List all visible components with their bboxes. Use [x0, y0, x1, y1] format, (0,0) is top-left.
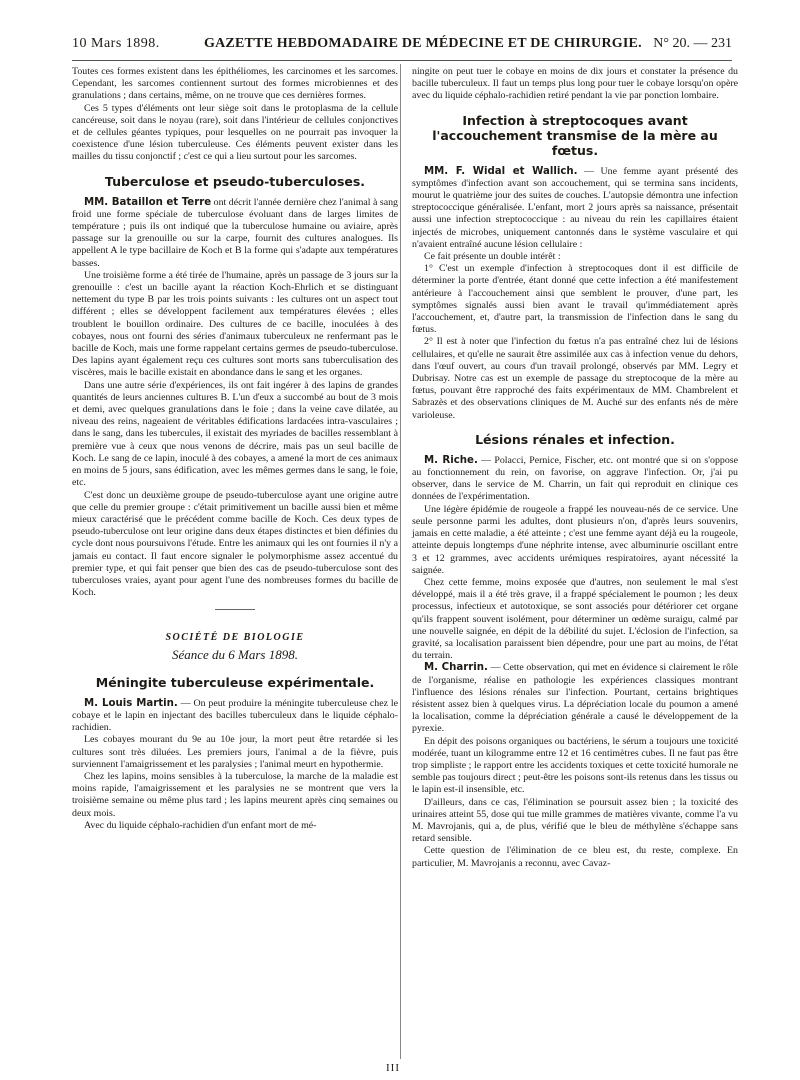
- author-name: MM. Bataillon et Terre: [84, 196, 212, 208]
- paragraph: C'est donc un deuxième groupe de pseudo-tuberculose ayant une origine autre que celle du premier groupe : c'était primitivement un bacille aussi bien et même mieux caractérisé que le précédent comme bacille de Koch. Ces deux types de pseudo-tuberculose ont leur origine dans deux étapes distinctes et bien définies du cycle dont nous poursuivons l'étude. Entre les animaux qui les ont fournies il n'y a jamais eu contact. Il faut encore signaler le polymorphisme assez accentué du premier type, et qui fait penser que bien des cas de pseudo-tuberculose sont des tuberculoses vraies, ayant pour agent l'une des nombreuses formes du bacille de Koch.: [72, 489, 398, 599]
- society-heading: SOCIÉTÉ DE BIOLOGIE: [165, 632, 305, 644]
- paragraph: Toutes ces formes existent dans les épithéliomes, les carcinomes et les sarcomes. Cependant, les sarcomes contiennent surtout des formes microbiennes et des granulations ; dans certains, même, on ne trouve que ces dernières formes.: [72, 66, 398, 102]
- section-heading-infection: Infection à streptocoques avant l'accouchement transmise de la mère au fœtus.: [432, 112, 718, 158]
- left-column: [72, 66, 398, 832]
- header-issue-page: N° 20. — 231: [653, 36, 732, 51]
- author-name: M. Riche.: [424, 454, 478, 466]
- header-rule: [72, 60, 732, 61]
- paragraph: Chez cette femme, moins exposée que d'autres, non seulement le mal s'est développé, mais il a été très grave, il a frappé spécialement le poumon ; les deux processus, infectieux et autotoxique, se sont associés pour détériorer cet organe qu'ils frappent souvent isolément, pour déterminer un œdème suraigu, calmé par une nouvelle saignée, en dépit de la débilité du sujet. L'éclosion de l'infection, sa gravité, sa localisation paraissent bien dépendre, pour une part au moins, de l'état du terrain.: [412, 576, 738, 662]
- paragraph: 1° C'est un exemple d'infection à streptocoques dont il est difficile de déterminer la porte d'entrée, étant donné que cette infection a été manifestement antérieure à l'accouchement ainsi que semblent le prouver, d'une part, les symptômes signalés aussi bien avant le travail qu'immédiatement après l'accouchement, et, d'autre part, la transmission de l'infection dans le sang du fœtus.: [412, 263, 738, 336]
- paragraph: 2° Il est à noter que l'infection du fœtus n'a pas entraîné chez lui de lésions cellulaires, et qu'elle ne saurait être assimilée aux cas à infection venue du dehors, dans l'œuf ouvert, au cours d'un travail prolongé, observés par MM. Legry et Dubrisay. Notre cas est un exemple de passage du streptocoque de la mère au fœtus, pouvant être rapproché des faits expérimentaux de MM. Chambrelent et Sabrazès et des observations cliniques de M. Auché sur des enfants nés de mère varioleuse.: [412, 336, 738, 421]
- running-header: [72, 36, 732, 56]
- paragraph: Une troisième forme a été tirée de l'humaine, après un passage de 3 jours sur la grenouille : c'est un bacille ayant la réaction Koch-Ehrlich et se distinguant nettement du type B par les trois points suivants : les cultures ont un aspect tout différent ; elles se développent facilement aux températures élevées ; elles troublent le bouillon ordinaire. Des cultures de ce bacille, inoculées à des cobayes, nous ont fourni des séries d'animaux tuberculeux ne renfermant pas le bacille de Koch, mais une forme rappelant certains germes de pseudo-tuberculose. Des lapins ayant également reçu ces cultures sont morts sans tuberculisation des viscères, mais le bacille existait en abondance dans le sang et les organes.: [72, 269, 398, 379]
- paragraph: Les cobayes mourant du 9e au 10e jour, la mort peut être retardée si les cultures sont très diluées. Les premiers jours, l'animal a de la fièvre, puis surviennent l'amaigrissement et les paralysies ; l'animal meurt en hypothermie.: [72, 734, 398, 770]
- paragraph: Avec du liquide céphalo-rachidien d'un enfant mort de mé-: [84, 819, 317, 831]
- author-name: MM. F. Widal et Wallich.: [424, 165, 578, 177]
- column-divider: [400, 64, 401, 1059]
- paragraph: ningite on peut tuer le cobaye en moins de dix jours et constater la présence du bacille tuberculeux. Il faut un temps plus long pour tuer le cobaye lorsqu'on opère avec du liquide céphalo-rachidien retiré pendant la vie par ponction lombaire.: [412, 66, 738, 102]
- header-journal-title: GAZETTE HEBDOMADAIRE DE MÉDECINE ET DE CHIRURGIE.: [204, 36, 642, 51]
- paragraph: MM. Bataillon et Terre ont décrit l'année dernière chez l'animal à sang froid une forme spéciale de tuberculose évoluant dans de larges limites de température ; puis ils ont indiqué que la tuberculose humaine ou aviaire, après passage sur la grenouille ou sur la carpe, fournit des cultures analogues. Ils appellent A le type bacillaire de Koch et B la forme qui s'adapte aux températures basses.: [72, 196, 398, 269]
- right-column: [412, 66, 738, 870]
- seance-date: Séance du 6 Mars 1898.: [171, 646, 298, 662]
- section-heading-tuberculose: Tuberculose et pseudo-tuberculoses.: [104, 173, 366, 189]
- paragraph: Une légère épidémie de rougeole a frappé les nouveau-nés de ce service. Une seule personne parmi les adultes, dont plusieurs n'on, d'après leurs souvenirs, jamais en cette maladie, a été atteinte ; c'est une femme ayant déjà eu la rougeole, atteinte depuis longtemps d'une néphrite intense, avec albuminurie oscillant entre 3 et 12 grammes, avec accidents urémiques respiratoires, ayant nécessité la saignée.: [412, 503, 738, 576]
- paragraph: MM. F. Widal et Wallich. — Une femme ayant présenté des symptômes d'infection avant son accouchement, qui se termina sans incidents, mourut le quatrième jour des suites de couches. L'autopsie démontra une infection streptococcique généralisée. L'enfant, mort 2 jours après sa naissance, présentait aussi une infection streptococcique : au niveau du rein les capillaires étaient injectés de microbes, uniquement cantonnés dans le système vasculaire et qui n'avaient entraîné aucune lésion cellulaire :: [412, 165, 738, 250]
- paragraph: M. Riche. — Polacci, Pernice, Fischer, etc. ont montré que si on s'oppose au fonctionnement du rein, on favorise, on aggrave l'infection. Or, j'ai pu observer, dans le service de M. Charrin, un fait qui reproduit en clinique ces données de l'expérimentation.: [412, 454, 738, 503]
- paragraph: M. Louis Martin. — On peut produire la méningite tuberculeuse chez le cobaye et le lapin en injectant des bacilles tuberculeux dans le liquide céphalo-rachidien.: [72, 697, 398, 734]
- paragraph: Ce fait présente un double intérêt :: [424, 251, 561, 263]
- section-rule: [215, 609, 255, 610]
- author-name: M. Charrin.: [424, 662, 488, 674]
- footer-signature-mark: III: [386, 1062, 400, 1074]
- paragraph: Cette question de l'élimination de ce bleu est, du reste, complexe. En particulier, M. Mavrojanis a reconnu, avec Cavaz-: [412, 845, 738, 869]
- paragraph: D'ailleurs, dans ce cas, l'élimination se poursuit assez bien ; la toxicité des urinaires atteint 55, dose qui tue mille grammes de matières vivante, comme l'a vu M. Mavrojanis, qui a, de plus, vérifié que le bleu de méthylène s'échappe sans retard sensible.: [412, 796, 738, 845]
- section-heading-meningite: Méningite tuberculeuse expérimentale.: [95, 674, 375, 690]
- author-name: M. Louis Martin.: [84, 697, 178, 709]
- paragraph: En dépit des poisons organiques ou bactériens, le sérum a toujours une toxicité modérée, tuant un kilogramme entre 12 et 16 centimètres cubes. Il ne faut pas être trop simpliste ; le rapport entre les accidents toxiques et cette toxicité humorale ne semble pas toujours direct ; peut-être les poisons sont-ils retenus dans les tissus ou le lapin est-il insensible, etc.: [412, 735, 738, 796]
- paragraph: M. Charrin. — Cette observation, qui met en évidence si clairement le rôle de l'organisme, réalise en pathologie les expériences classiques montrant l'influence des lésions rénales sur l'infection. Pourtant, certains brightiques résistent assez bien à quelques virus. La dépréciation locale du poumon a amené la localisation, comme la dépréciation générale a causé le développement de la pyrexie.: [412, 662, 739, 735]
- header-date: 10 Mars 1898.: [72, 36, 160, 51]
- paragraph: Chez les lapins, moins sensibles à la tuberculose, la marche de la maladie est moins rapide, l'amaigrissement et les paralysies ne se montrent que vers la troisième semaine ou même plus tard ; les lapins meurent après cinq semaines ou deux mois.: [72, 770, 398, 819]
- paragraph: Dans une autre série d'expériences, ils ont fait ingérer à des lapins de grandes quantités de leurs anciennes cultures B. L'un d'eux a succombé au bout de 3 mois et demi, avec quelques granulations dans le foie ; dans la veine cave dilatée, au niveau des reins, nageaient de véritables édifications lardacées intra-vasculaires ; dans le sang, dans les tubercules, il existait des myriades de bacilles ressemblant à première vue à ceux que nous venons de décrire, mais pas un seul bacille de Koch. Le sang de ce lapin, inoculé à des cobayes, a amené la mort de ces animaux en moins de 5 jours, sans édification, avec les mêmes germes dans le sang, le foie, etc.: [72, 379, 398, 489]
- section-heading-lesions: Lésions rénales et infection.: [475, 431, 675, 447]
- paragraph: Ces 5 types d'éléments ont leur siège soit dans le protoplasma de la cellule cancéreuse, soit dans le noyau (rare), soit dans l'intérieur de cellules conjonctives et de cellules géantes typiques, pour lesquelles on ne pourrait pas invoquer la coexistence d'une lésion tuberculeuse. Ces éléments peuvent exister dans les mailles du tissu conjonctif ; c'est ce qui a lieu surtout pour les sarcomes.: [72, 102, 398, 163]
